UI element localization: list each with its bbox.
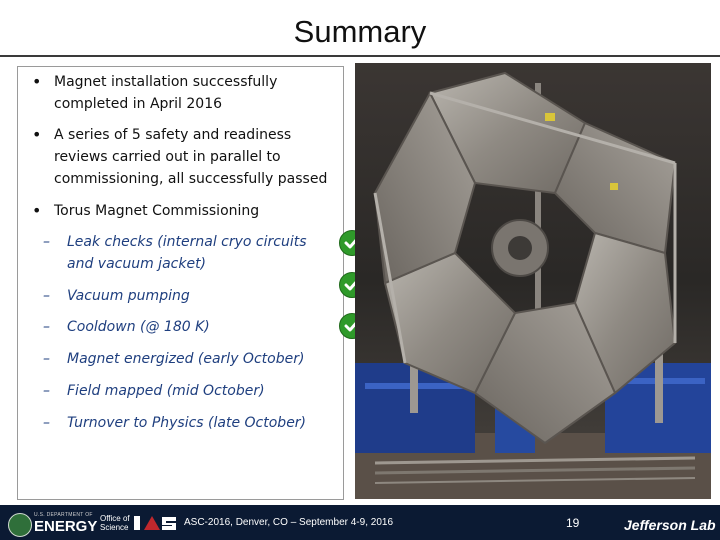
slide-title: Summary xyxy=(293,14,427,49)
bullet-text: Magnet installation successfully completed in April 2016 xyxy=(54,74,278,112)
doe-office-text: Office of Science xyxy=(100,514,130,532)
bullet-dot: • xyxy=(32,125,42,144)
jefferson-lab-logo: Jefferson Lab xyxy=(624,517,716,533)
sub-dash: – xyxy=(43,383,50,399)
doe-energy-text: ENERGY xyxy=(34,518,98,535)
sub-text: Magnet energized (early October) xyxy=(67,351,305,367)
sub-item xyxy=(43,285,322,307)
sub-item xyxy=(43,231,322,275)
doe-seal-icon xyxy=(8,513,32,537)
doe-logo xyxy=(8,510,128,536)
sub-item xyxy=(43,348,322,370)
sub-text: Leak checks (internal cryo circuits and vacuum jacket) xyxy=(67,234,307,272)
bullet-dot: • xyxy=(32,72,42,91)
sub-dash: – xyxy=(43,351,50,367)
sub-text: Cooldown (@ 180 K) xyxy=(67,319,210,335)
sub-item xyxy=(43,412,322,434)
bullet-dot: • xyxy=(32,201,42,220)
sub-text: Field mapped (mid October) xyxy=(67,383,265,399)
footer-conference-text: ASC-2016, Denver, CO – September 4-9, 2016 xyxy=(184,517,394,528)
bullet-item xyxy=(32,71,344,115)
jsa-logo-icon xyxy=(132,513,180,533)
title-divider xyxy=(0,55,720,57)
sub-dash: – xyxy=(43,415,50,431)
sub-item xyxy=(43,380,322,402)
sub-dash: – xyxy=(43,319,50,335)
bullet-item xyxy=(32,124,344,190)
sub-dash: – xyxy=(43,288,50,304)
content-box xyxy=(17,66,344,500)
sub-dash: – xyxy=(43,234,50,250)
sub-item xyxy=(43,316,322,338)
bullet-item xyxy=(32,200,344,222)
doe-dept-text: U.S. DEPARTMENT OF xyxy=(34,512,93,518)
bullet-text: Torus Magnet Commissioning xyxy=(54,203,260,219)
sub-text: Vacuum pumping xyxy=(67,288,190,304)
sub-text: Turnover to Physics (late October) xyxy=(67,415,307,431)
bullet-text: A series of 5 safety and readiness reviews carried out in parallel to commissioning, all successfully passed xyxy=(54,127,328,187)
magnet-photo xyxy=(355,63,711,499)
page-number: 19 xyxy=(566,516,580,530)
